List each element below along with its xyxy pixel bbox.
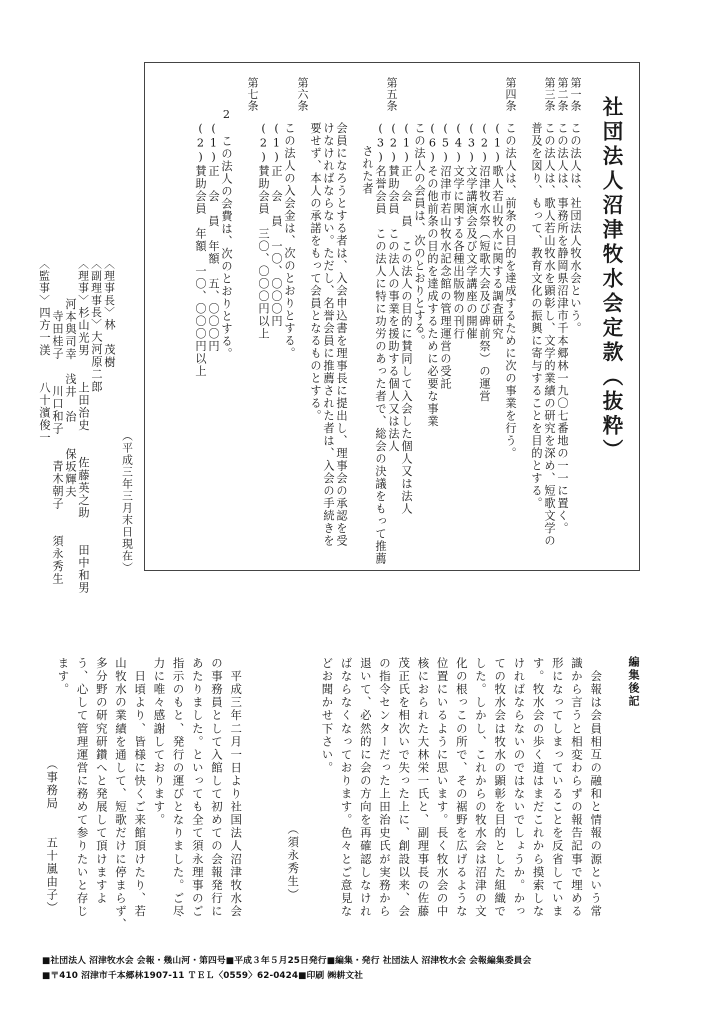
officer-names: 河本與司幸 浅井 治 保坂輝夫 xyxy=(64,298,77,498)
officer-row-6 xyxy=(38,258,51,444)
editorial-line: 化の根っこの所で、その裾野を広げるような xyxy=(454,657,469,918)
document-title: 社団法人沼津牧水会定款（抜粋） xyxy=(599,96,623,464)
item-text: 名誉会員 この法人に特に功労のあった者で、総会の決議をもって推薦 xyxy=(374,164,387,565)
officer-row-2 xyxy=(90,258,103,393)
editorial-line: 核におられた大林栄一氏と、副理事長の佐藤 xyxy=(416,657,431,918)
editorial-line: どお聞かせ下さい。 xyxy=(320,657,335,775)
article-7-para-2-number: 2 xyxy=(220,108,233,123)
editorial-line: の事務員として入館して初めての会報発行に xyxy=(210,657,224,918)
article-5-item-2 xyxy=(387,122,400,452)
editorial-line: 会報は会員相互の融和と情報の源という常 xyxy=(589,657,604,918)
editorial-line: 指示のもと、発行の運びとなりました。ご尽 xyxy=(171,657,186,918)
editorial-line: 退いて、必然的に会の方向を再確認しなけれ xyxy=(358,657,373,918)
item-text: その他前条の目的を達成するために必要な事業 xyxy=(426,164,439,428)
item-text: 沼津牧水祭（短歌大会及び碑前祭）の運営 xyxy=(478,164,491,403)
article-3-text: この法人は、歌人若山牧水を顕彰し、文学的業績の研究を深め、短歌文学の xyxy=(543,122,556,547)
article-4-item-1 xyxy=(491,122,504,340)
article-4-item-4 xyxy=(452,122,465,340)
item-text: 沼津市若山牧水記念館の管理運営の受託 xyxy=(439,164,452,390)
article-2-text: この法人は、事務所を静岡県沼津市千本郷林一九〇七番地の一一に置く。 xyxy=(556,122,569,535)
editorial-line: う、心して管理運営に務めて参りたいと存じ xyxy=(75,657,90,918)
editorial-post-2-signature: （事務局 五十嵐由子） xyxy=(45,758,60,915)
item-num: (3) xyxy=(465,122,478,165)
officer-row-5 xyxy=(51,310,64,585)
item-num: (2) xyxy=(387,122,400,165)
editorial-line: 山牧水の業績を通して、短歌だけに停まらず、 xyxy=(114,657,128,932)
article-5-item-1 xyxy=(400,122,413,515)
article-6-label: 第六条 xyxy=(296,77,309,112)
article-3-label: 第三条 xyxy=(543,77,556,112)
item-num: (2) xyxy=(478,122,491,165)
article-4-item-2 xyxy=(478,122,491,402)
editorial-line: 形になってしまっていることを反省していま xyxy=(550,657,565,918)
editorial-heading: 編集後記 xyxy=(627,656,640,708)
officer-names: 大河原二郎 xyxy=(90,330,103,394)
item-text: 正 会 員 この法人の目的に賛同して入会した個人又は法人 xyxy=(400,164,413,515)
editorial-line: した。しかし、これからの牧水会は沼津の文 xyxy=(474,657,488,918)
article-4-item-5 xyxy=(439,122,452,390)
article-4-label: 第四条 xyxy=(504,77,517,112)
editorial-line: ければならないのではないでしょうか。かっ xyxy=(512,657,527,918)
article-7-item-2 xyxy=(257,122,270,340)
officer-role: 〈理事〉 xyxy=(77,258,90,307)
article-4-item-6 xyxy=(426,122,439,427)
footer-publication-info: ■社団法人 沼津牧水会 会報・幾山河・第四号■平成３年５月25日発行■編集・発行 社団法人 沼津牧水会 会報編集委員会 xyxy=(42,956,532,966)
article-4-item-3 xyxy=(465,122,478,340)
item-text: 賛助会員 年額 一〇、〇〇〇円以上 xyxy=(194,164,207,378)
article-7-fee-item-1 xyxy=(207,122,220,352)
article-5-label: 第五条 xyxy=(385,77,398,112)
officer-role: 〈理事長〉 xyxy=(103,258,116,319)
item-num: (5) xyxy=(439,122,452,165)
officer-row-3 xyxy=(77,258,90,594)
footer-address-info: ■〒410 沼津市千本郷林1907-11 ＴＥＬ〈0559〉62-0424■印刷 ㈱耕文社 xyxy=(42,971,364,981)
editorial-line: 多分野の研究研鑽へと発展して頂けますよ xyxy=(94,657,109,905)
officers-as-of-date: （平成三年三月末日現在） xyxy=(121,430,134,574)
editorial-line: 位置にいるように思います。長く牧水会の中 xyxy=(435,657,450,918)
editorial-line: 力に唯々感謝しております。 xyxy=(152,657,167,827)
editorial-line: 茂正氏を相次いで失った上に、創設以来、会 xyxy=(397,657,412,918)
item-num: (1) xyxy=(400,122,413,165)
item-num: (4) xyxy=(452,122,465,165)
editorial-line: ての牧水会は牧水の顕彰を目的とした組織で xyxy=(493,657,508,918)
officer-role: 〈副理事長〉 xyxy=(90,258,103,331)
item-num: (3) xyxy=(374,122,387,165)
officer-names: 四方一渼 八十濱俊一 xyxy=(38,306,51,444)
item-text: 歌人若山牧水に関する調査研究 xyxy=(491,164,504,340)
item-text: 賛助会員 この法人の事業を援助する個人又は法人 xyxy=(387,164,400,453)
editorial-line: ばならなくなっております。色々とご意見な xyxy=(339,657,354,918)
item-num: (6) xyxy=(426,122,439,165)
editorial-line: 識から言うと相変わらずの報告記事で埋める xyxy=(570,657,584,918)
officer-row-4 xyxy=(64,298,77,498)
officer-row-1 xyxy=(103,258,116,369)
officer-role: 〈監事〉 xyxy=(38,258,51,307)
editorial-line: す。牧水会の歩く道はまだこれから摸索しな xyxy=(531,657,546,918)
article-6-line-3: 要せず、本人の承諾をもって会員となるものとする。 xyxy=(309,122,322,422)
item-num: (1) xyxy=(270,122,283,165)
editorial-line: の指令センターだった上田治史氏が実務から xyxy=(378,657,392,918)
item-text: 正 会 員 年額 五、〇〇〇円 xyxy=(207,164,220,353)
item-text: 正 会 員 一〇、〇〇〇円 xyxy=(270,164,283,328)
item-num: (2) xyxy=(257,122,270,165)
editorial-line: 日頃より、皆様に快くご来館頂けたり、若 xyxy=(133,657,148,918)
officer-names: 杉山光男 上田治史 佐藤英之助 田中和男 xyxy=(77,306,90,594)
article-7-text: この法人の入会金は、次のとおりとする。 xyxy=(283,122,296,360)
article-1-text: この法人は、社団法人牧水会という。 xyxy=(569,122,582,335)
article-1-label: 第一条 xyxy=(569,77,582,112)
editorial-line: あたりました。といっても全て須永理事のご xyxy=(190,657,205,918)
article-6-line-2: けなければならない。ただし、名誉会員に推薦された者は、入会の手続きを xyxy=(322,122,335,547)
editorial-post-1-signature: （須永秀生） xyxy=(286,823,301,902)
officer-names: 林 茂樹 xyxy=(103,318,116,369)
item-text: 文学講演会及び文学講座の開催 xyxy=(465,164,478,340)
article-6-line-1: 会員になろうとする者は、入会申込書を理事長に提出し、理事会の承認を受 xyxy=(335,122,348,547)
item-num: (1) xyxy=(207,122,220,165)
item-text: 文学に関する各種出版物の刊行 xyxy=(452,164,465,340)
item-num: (2) xyxy=(194,122,207,165)
article-7-label: 第七条 xyxy=(246,77,259,112)
item-text: 賛助会員 三〇、〇〇〇円以上 xyxy=(257,164,270,340)
article-7-item-1 xyxy=(270,122,283,327)
article-3-text-cont: 普及を図り、もって、教育文化の振興に寄与することを目的とする。 xyxy=(530,122,543,510)
article-4-text: この法人は、前条の目的を達成するために次の事業を行う。 xyxy=(504,122,517,460)
article-7-para-2-text: この法人の会費は、次のとおりとする。 xyxy=(220,135,233,360)
article-5-item-3-cont: された者 xyxy=(361,145,374,195)
article-5-item-3 xyxy=(374,122,387,565)
officer-names: 寺田桂子 川口和子 青木朝子 須永秀生 xyxy=(51,310,64,585)
article-2-label: 第二条 xyxy=(556,77,569,112)
editorial-line: ます。 xyxy=(56,657,71,697)
article-7-fee-item-2 xyxy=(194,122,207,377)
editorial-line: 平成三年二月一日より社国法人沼津牧水会 xyxy=(229,657,244,918)
article-5-text: この法人の会員は、次のとおりとする。 xyxy=(413,122,426,347)
item-num: (1) xyxy=(491,122,504,165)
